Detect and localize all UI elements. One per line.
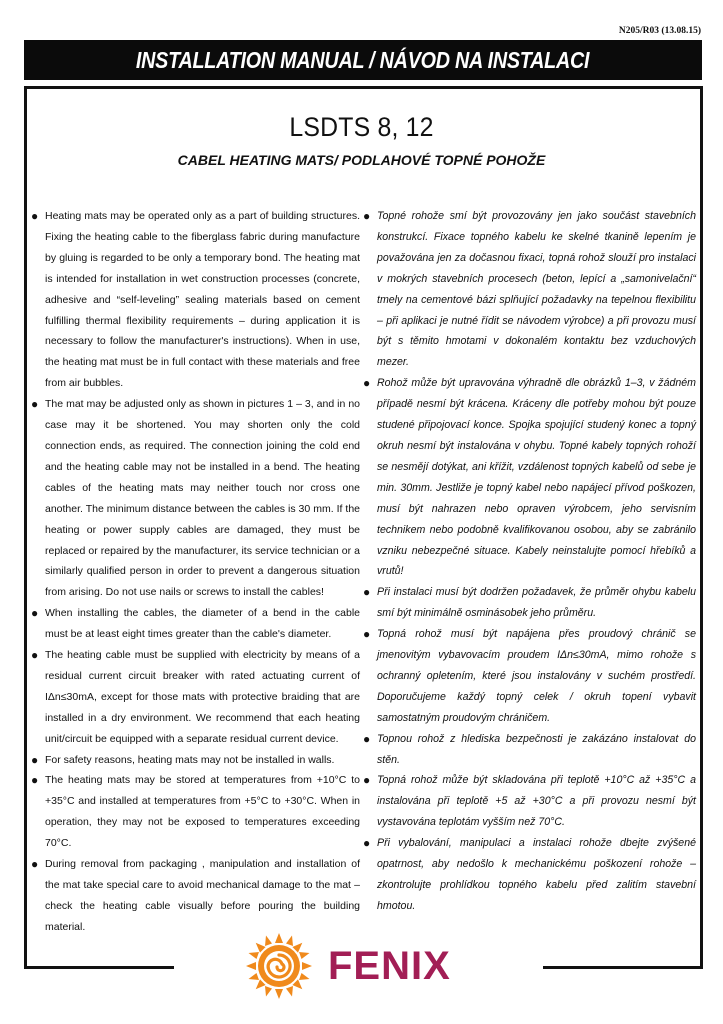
list-item-text: Topnou rohož z hlediska bezpečnosti je zakázáno instalovat do stěn. [377,732,696,766]
list-item-text: Rohož může být upravována výhradně dle obrázků 1–3, v žádném případě nesmí být krácena. Kráceny dle potřeby mohou být pouze studené připojovací konce. Spojka spojující studený konec a topný okruh nesmí být instalována v ohybu. Topné kabely topných rohoží se nesmějí dotýkat, ani křížit, vzdálenost topných kabelů od sebe je min. 30mm. Jestliže je topný kabel nebo napájecí přívod poškozen, musí být nahrazen nebo opraven výrobcem, jeho servisním technikem nebo podobně kvalifikovanou osobou, aby se zabránilo vzniku nebezpečné situace. Kabely neinstalujte pomocí hřebíků a vrutů! [377,377,696,578]
list-item [31,770,360,854]
list-item [363,770,696,833]
fenix-logo [244,928,484,1004]
title-banner [24,40,702,80]
list-item-text: The heating mats may be stored at temperatures from +10°C to +35°C and installed at temperatures from +5°C to +30°C. When in operation, they may not be exposed to temperatures exceeding 70°C. [45,774,360,850]
list-item [363,373,696,582]
bullet-icon: ● [363,627,371,642]
list-item-text: Heating mats may be operated only as a part of building structures. Fixing the heating cable to the fiberglass fabric during manufacture by gluing is regarded to be only a temporary bond. The heating mat is intended for installation in wet construction processes (concrete, adhesive and “self-leveling” sealing materials based on cement fulfilling thermal flexibility requirements – during application it is necessary to follow the manufacturer's instructions). When in use, the heating mat must be in full contact with these materials and free from air bubbles. [45,210,360,390]
frame-bottom-right-rule [543,966,700,969]
list-item-text: When installing the cables, the diameter of a bend in the cable must be at least eight times greater than the cable's diameter. [45,607,360,641]
list-item [31,854,360,938]
list-item [363,206,696,373]
document-code: N205/R03 (13.08.15) [618,26,701,36]
banner-title: INSTALLATION MANUAL / NÁVOD NA INSTALACI [136,46,590,73]
list-item-text: Topná rohož musí být napájena přes proudový chránič se jmenovitým vybavovacím proudem IΔn≤30mA, mimo rohože s ochranný opletením, které jsou instalovány v suchém prostředí. Doporučujeme každý topný celek / okruh topení vybavit samostatným proudovým chráničem. [377,628,696,724]
bullet-icon: ● [31,752,39,767]
sun-spiral-logo-icon [244,931,314,1001]
list-item-text: Při instalaci musí být dodržen požadavek, že průměr ohybu kabelu smí být minimálně osminásobek jeho průměru. [377,586,696,620]
bullet-icon: ● [363,773,371,788]
bullet-icon: ● [363,209,371,223]
list-item-text: For safety reasons, heating mats may not be installed in walls. [45,753,335,766]
list-item-text: Topná rohož může být skladována při teplotě +10°C až +35°C a instalována při teplotě +5 až +30°C a při provozu nesmí být vystavována teplotám vyšším než 70°C. [377,774,696,829]
list-item [363,833,696,917]
subtitle: CABEL HEATING MATS/ PODLAHOVÉ TOPNÉ POHOŽE [177,152,546,168]
bullet-icon: ● [363,585,371,600]
bullet-icon: ● [31,209,39,223]
list-item-text: The heating cable must be supplied with electricity by means of a residual current circuit breaker with rated actuating current of IΔn≤30mA, except for those mats with protective braiding that are installed in a dry environment. We recommend that each heating unit/circuit be equipped with a separate residual current device. [45,649,360,745]
bullet-icon: ● [31,606,39,621]
bullet-icon: ● [31,397,39,412]
bullet-icon: ● [31,648,39,663]
bullet-icon: ● [31,773,39,788]
bullet-icon: ● [363,836,371,851]
bullet-icon: ● [363,731,371,746]
list-item [31,603,360,645]
list-item-text: Topné rohože smí být provozovány jen jako součást stavebních konstrukcí. Fixace topného kabelu ke skelné tkanině lepením je považována jen za dočasnou fixaci, topná rohož slouží pro instalaci v mokrých stavebních procesech (beton, lepící a „samonivelační“ tmely na cementové bázi splňující požadavky na tepelnou flexibilitu – při aplikaci je nutné řídit se návodem výrobce) a při provozu musí být s těmito hmotami v dokonalém kontaktu bez vzduchových mezer. [377,210,696,369]
list-item-text: Při vybalování, manipulaci a instalaci rohože dbejte zvýšené opatrnost, aby nedošlo k mechanickému poškození rohože – zkontrolujte prohlídkou topného kabelu před zalitím stavební hmotou. [377,837,696,912]
list-item [363,624,696,729]
bullet-icon: ● [31,857,39,872]
list-item [363,729,696,771]
list-item-text: During removal from packaging , manipulation and installation of the mat take special care to avoid mechanical damage to the mat – check the heating cable visually before pouring the building material. [45,858,360,933]
list-item [31,394,360,603]
product-title: LSDTS 8, 12 [289,112,434,142]
czech-instructions [363,206,696,917]
logo-wordmark: FENIX [328,943,451,988]
list-item [31,645,360,750]
bullet-icon: ● [363,376,371,391]
list-item [363,582,696,624]
english-instructions [31,206,360,938]
list-item [31,206,360,394]
frame-bottom-left-rule [24,966,174,969]
list-item-text: The mat may be adjusted only as shown in pictures 1 – 3, and in no case may it be shortened. You may shorten only the cold connection ends, as required. The connection joining the cold end and the heating cable may not be installed in a bend. The heating cables of the heating mats may neither touch nor cross one another. The minimum distance between the cables is 30 mm. If the heating or power supply cables are damaged, they must be replaced or repaired by the manufacturer, its service technician or a similarly qualified person in order to prevent a dangerous situation from arising. Do not use nails or screws to install the cables! [45,398,360,599]
list-item [31,750,360,771]
